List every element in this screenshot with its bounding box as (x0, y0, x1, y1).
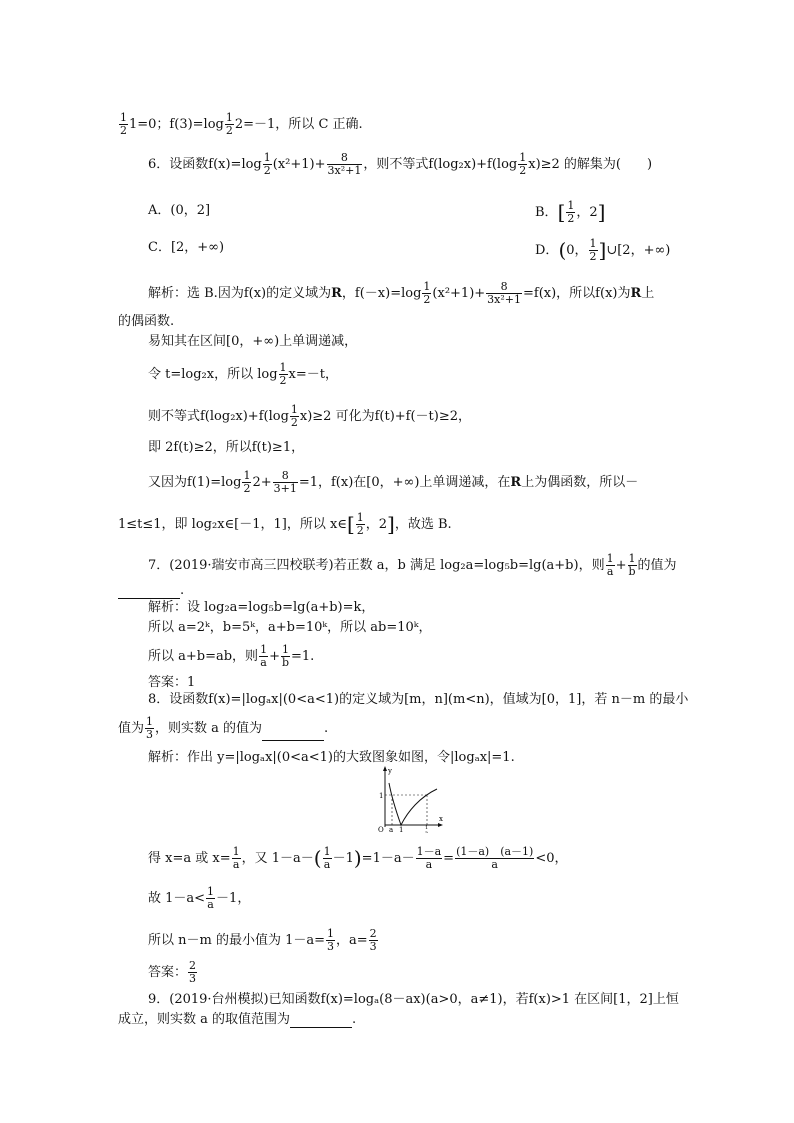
option-c: C．[2，+∞) (148, 240, 225, 255)
tick-a: a (389, 826, 394, 833)
question-9-line2: 成立，则实数 a 的取值范围为 . (118, 1012, 357, 1027)
question-9-line1: 9．(2019·台州模拟)已知函数f(x)=logₐ(8－ax)(a>0，a≠1)，若f(x)>1 在区间[1，2]上恒 (148, 992, 679, 1007)
solution-6-line3: 易知其在区间[0，+∞)上单调递减， (148, 334, 358, 349)
solution-8-line2: 得 x=a 或 x= $\frac{1}{a}$ ，又 1－a－( $\frac{1}{a}$ －1)=1－a－ $\frac{1-a}{a}$ = $\frac{(1-a) (a-1)}{a}$ <0， (148, 845, 568, 871)
tick-inv-a-num: 1 (425, 825, 429, 831)
solution-6-line2: 的偶函数. (118, 314, 175, 329)
question-7-blank[interactable]: . (118, 583, 184, 599)
solution-7-line3: 所以 a+b=ab，则 $\frac{1}{a}$ + $\frac{1}{b}$ =1. (148, 643, 315, 669)
origin-label: O (378, 826, 384, 833)
question-8-blank[interactable] (262, 728, 324, 741)
solution-6-line5: 则不等式f(log₂x)+f(log $\frac{1}{2}$ x)≥2 可化为f(t)+f(－t)≥2， (148, 403, 472, 429)
answer-7: 答案：1 (148, 675, 196, 690)
tick-inv-a-den: a (425, 830, 428, 833)
question-7: 7．(2019·瑞安市高三四校联考)若正数 a，b 满足 log₂a=log₅b=lg(a+b)，则 $\frac{1}{a}$ + $\frac{1}{b}$ 的值为 (148, 552, 677, 578)
solution-8-line1: 解析：作出 y=|logₐx|(0<a<1)的大致图象如图，令|logₐx|=1. (148, 750, 515, 765)
question-6: 6．设函数f(x)=log $\frac{1}{2}$ (x²+1)+ $\frac{8}{\text{3x²+1}}$ ，则不等式f(log₂x)+f(log $\frac{1}{2}$ x)≥2 的解集为( ) (148, 151, 653, 177)
log-abs-graph (375, 765, 445, 833)
x-label: x (439, 815, 443, 823)
solution-6-line1: 解析：选 B.因为f(x)的定义域为R，f(－x)=log $\frac{1}{2}$ (x²+1)+ $\frac{8}{\text{3x²+1}}$ =f(x)，所以f(x)为R上 (148, 280, 655, 306)
solution-6-line4: 令 t=log₂x，所以 log $\frac{1}{2}$ x=－t， (148, 361, 338, 387)
question-8-line2: 值为 $\frac{1}{3}$ ，则实数 a 的值为 . (118, 715, 329, 741)
solution-6-line6: 即 2f(t)≥2，所以f(t)≥1， (148, 440, 305, 455)
solution-6-line7: 又因为f(1)=log $\frac{1}{2}$ 2+ $\frac{8}{3+1}$ =1，f(x)在[0，+∞)上单调递减，在R上为偶函数，所以－ (148, 469, 639, 495)
question-8-line1: 8．设函数f(x)=|logₐx|(0<a<1)的定义域为[m，n](m<n)，值域为[0，1]，若 n－m 的最小 (148, 692, 689, 707)
solution-8-line4: 所以 n－m 的最小值为 1－a= $\frac{1}{3}$ ，a= $\frac{2}{3}$ (148, 927, 377, 953)
curve (389, 783, 437, 825)
x-axis-arrow (438, 823, 443, 827)
answer-8: 答案： $\frac{2}{3}$ (148, 959, 197, 985)
tick-one-x: 1 (399, 826, 404, 833)
option-a: A．(0，2] (148, 203, 211, 218)
prev-answer-line: $\frac{1}{2}$ 1=0；f(3)=log $\frac{1}{2}$ 2=－1，所以 C 正确. (120, 111, 363, 137)
tick-one-y: 1 (379, 792, 384, 800)
option-d: D．(0， $\frac{1}{2}$ ]∪[2，+∞) (535, 237, 671, 263)
solution-7-line1: 解析：设 log₂a=log₅b=lg(a+b)=k， (148, 600, 375, 615)
y-axis-arrow (383, 766, 387, 771)
solution-8-line3: 故 1－a< $\frac{1}{a}$ －1， (148, 885, 251, 911)
solution-7-line2: 所以 a=2ᵏ，b=5ᵏ，a+b=10ᵏ，所以 ab=10ᵏ， (148, 620, 432, 635)
solution-6-line8: 1≤t≤1，即 log₂x∈[－1，1]，所以 x∈[ $\frac{1}{2}$ ，2]，故选 B. (118, 511, 452, 537)
option-b: B．[ $\frac{1}{2}$ ，2] (535, 199, 606, 225)
question-9-blank[interactable] (290, 1015, 352, 1028)
frac-num: 1 (120, 111, 127, 124)
y-label: y (388, 767, 392, 775)
